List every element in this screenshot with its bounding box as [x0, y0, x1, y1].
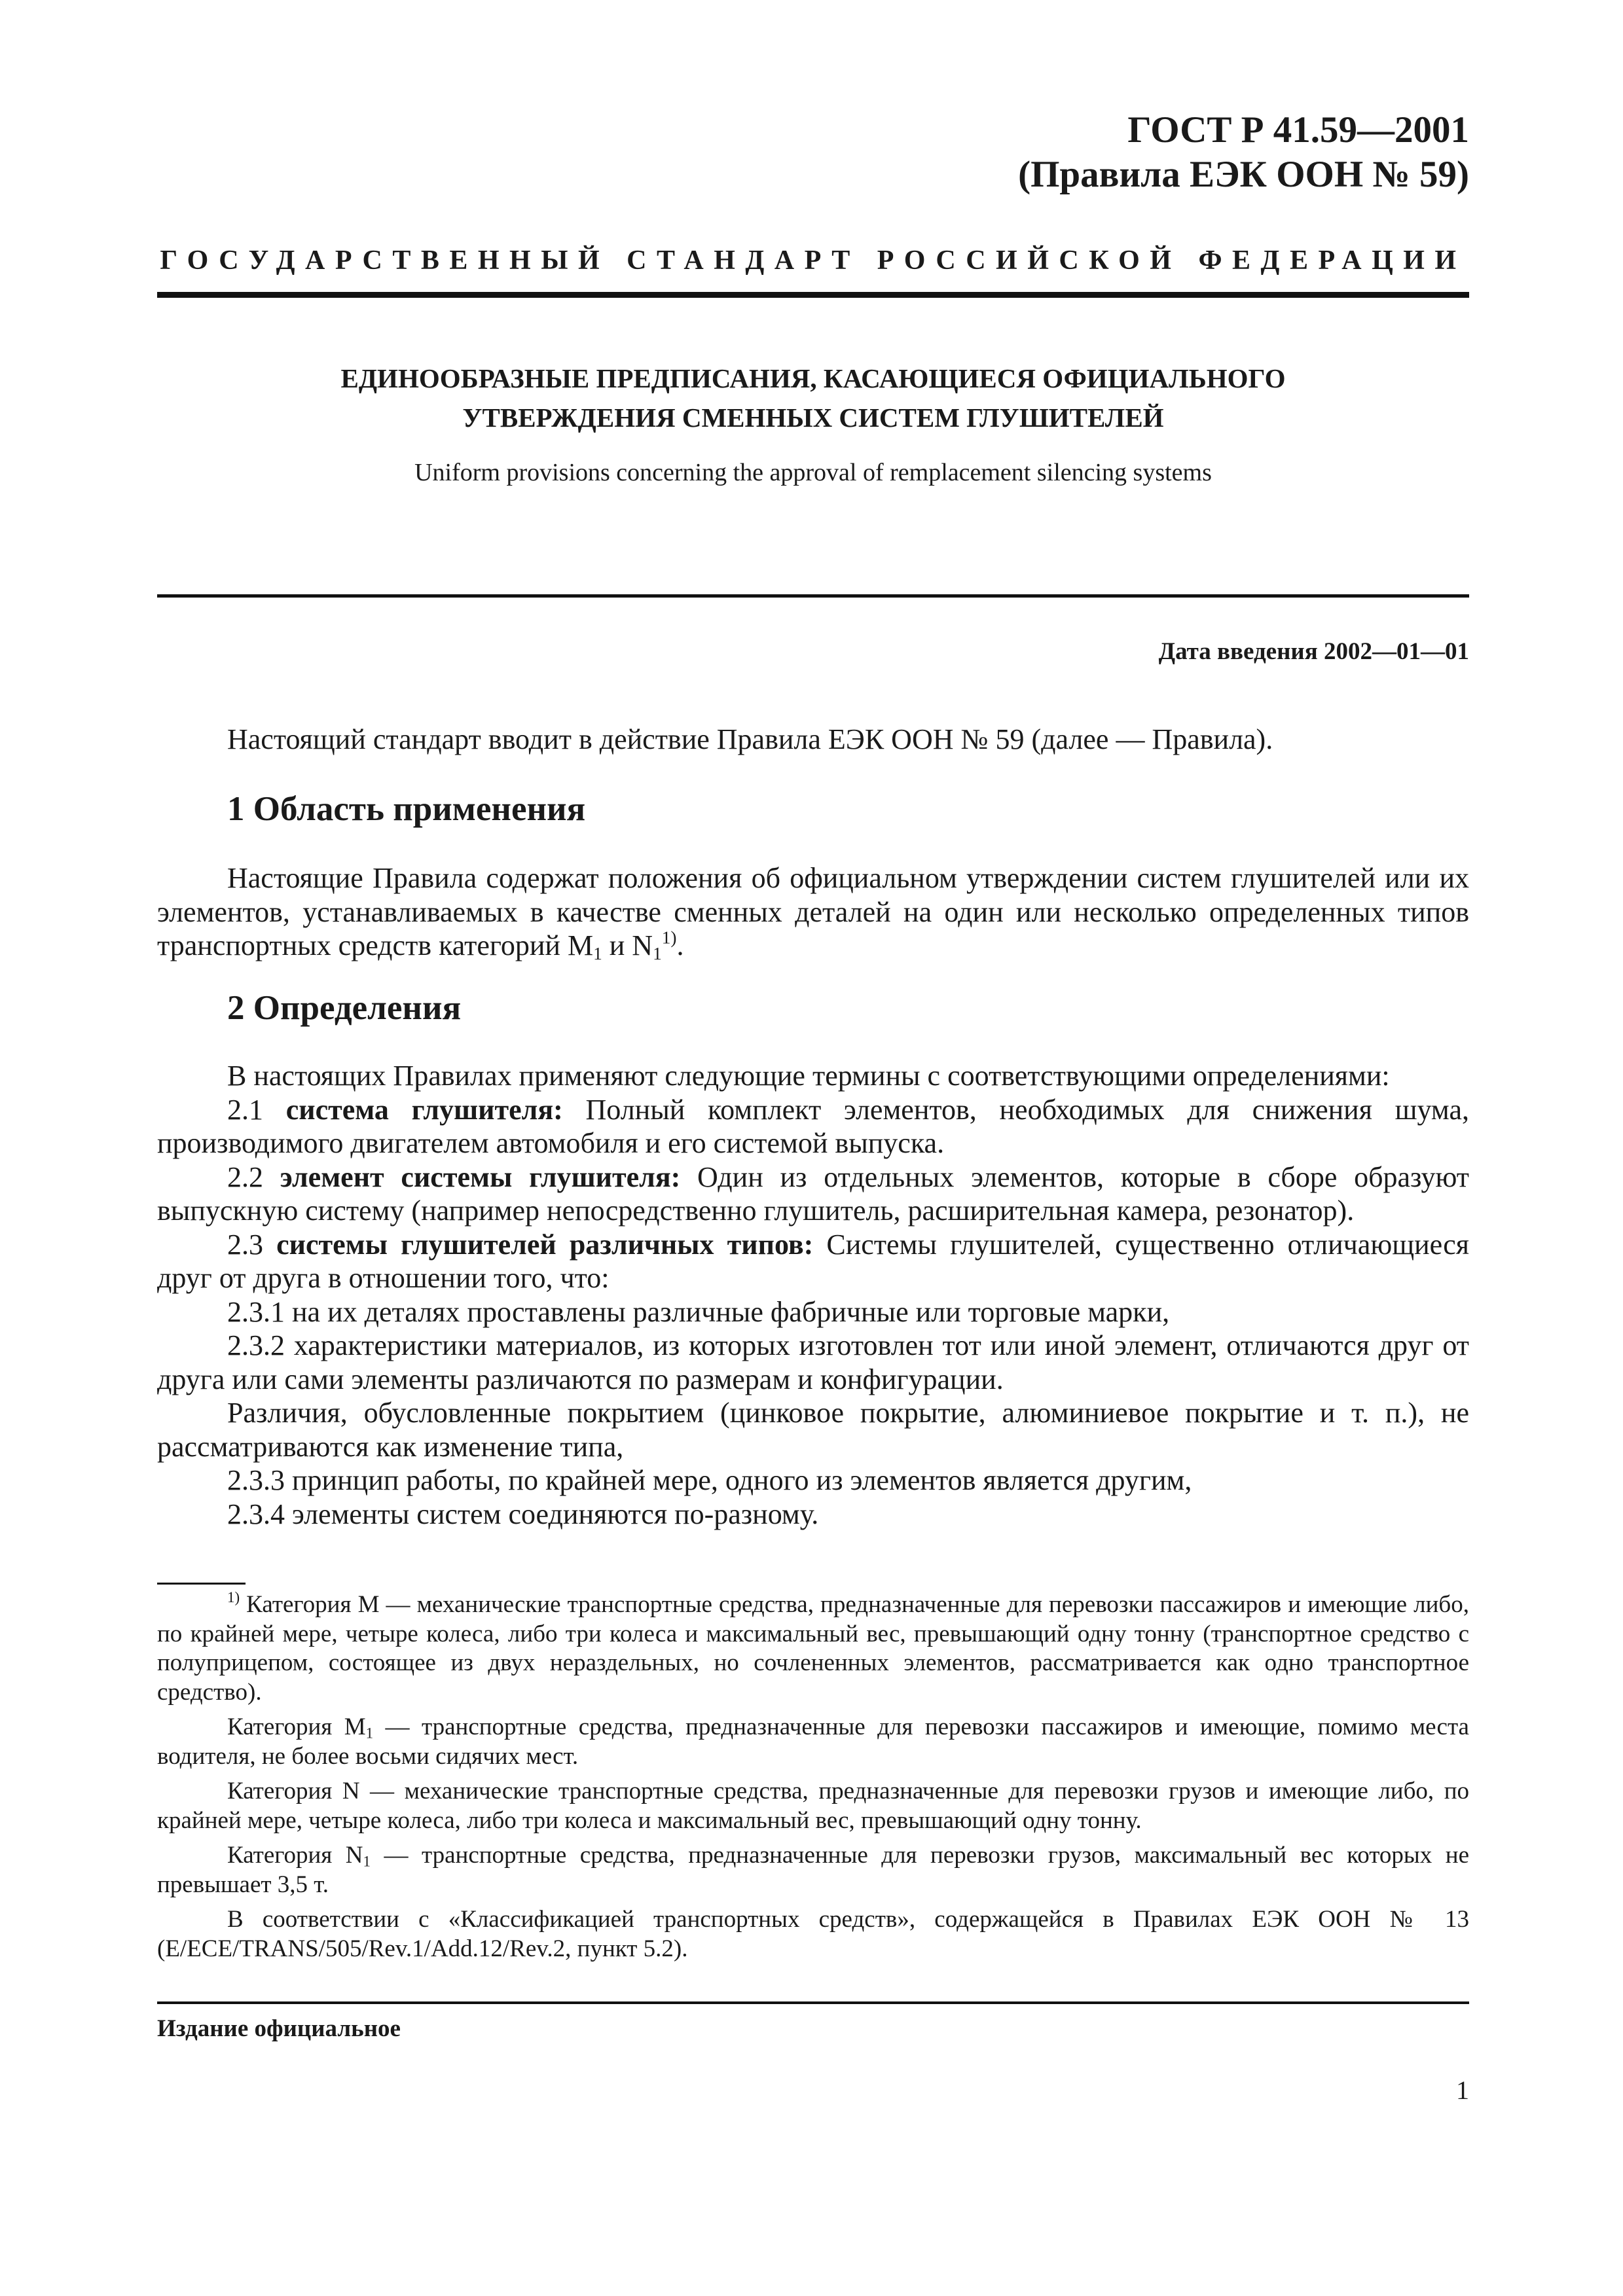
footnote-category-m1: Категория $M_1$ — транспортные средства, предназначенные для перевозки пассажиров и имеющие, помимо места водителя, не более восьми сидячих мест. — [157, 1713, 1469, 1770]
definition-2-1: 2.1 система глушителя: Полный комплект элементов, необходимых для снижения шума, производимого двигателем автомобиля и его системой выпуска. — [157, 1093, 1469, 1159]
state-standard-banner: ГОСУДАРСТВЕННЫЙ СТАНДАРТ РОССИЙСКОЙ ФЕДЕРАЦИИ — [160, 245, 1467, 276]
footnote-category-n: Категория N — механические транспортные средства, предназначенные для перевозки грузов и имеющие либо, по крайней мере, четыре колеса, либо три колеса и максимальный вес, превышающий одну тонну. — [157, 1778, 1469, 1834]
official-edition-label: Издание официальное — [157, 2015, 401, 2042]
section-2-heading: 2 Определения — [227, 989, 462, 1027]
definition-2-2: 2.2 элемент системы глушителя: Один из отдельных элементов, которые в сборе образуют выпускную систему (например непосредственно глушитель, расширительная камера, резонатор). — [157, 1160, 1470, 1227]
document-title — [157, 359, 1469, 437]
intro-text: Настоящий стандарт вводит в действие Правила ЕЭК ООН № 59 (далее — Правила). — [227, 723, 1273, 755]
differences-note: Различия, обусловленные покрытием (цинковое покрытие, алюминиевое покрытие и т. п.), не рассматриваются как изменение типа, — [157, 1397, 1469, 1463]
footnote-classification: В соответствии с «Классификацией транспортных средств», содержащейся в Правилах ЕЭК ООН № 13 (E/ECE/TRANS/505/Rev.1/Add.12/Rev.2, пункт 5.2). — [157, 1906, 1469, 1962]
footnote-separator — [157, 1583, 246, 1585]
footnote-category-m: $^{1)}$ Категория М — механические транспортные средства, предназначенные для перевозки пассажиров и имеющие либо, по крайней мере, четыре колеса, либо три колеса и максимальный вес, превышающий одну тонну (транспортное средство с полуприцепом, состоящее из двух нераздельных, но сочлененных элементов, рассматривается как одно транспортное средство). — [157, 1589, 1469, 1706]
title-line-2: УТВЕРЖДЕНИЯ СМЕННЫХ СИСТЕМ ГЛУШИТЕЛЕЙ — [462, 403, 1164, 433]
clause-2-3-2: 2.3.2 характеристики материалов, из которых изготовлен тот или иной элемент, отличаются друг от друга или сами элементы различаются по размерам и конфигурации. — [157, 1329, 1469, 1395]
footnote-category-n1: Категория $N_1$ — транспортные средства, предназначенные для перевозки грузов, максимальный вес которых не превышает 3,5 т. — [157, 1842, 1469, 1898]
english-title: Uniform provisions concerning the approval of remplacement silencing systems — [414, 459, 1212, 486]
section-1-heading: 1 Область применения — [227, 790, 586, 828]
scope-paragraph: Настоящие Правила содержат положения об официальном утверждении систем глушителей или их элементов, устанавливаемых в качестве сменных деталей на один или несколько определенных типов транспортных средств категорий $M_1$ и $N_1^{1)}$. — [157, 862, 1469, 963]
standard-designation — [1018, 108, 1469, 197]
footnotes — [157, 1590, 1469, 1969]
section-1-body — [157, 861, 1469, 963]
title-line-1: ЕДИНООБРАЗНЫЕ ПРЕДПИСАНИЯ, КАСАЮЩИЕСЯ ОФИЦИАЛЬНОГО — [340, 363, 1286, 393]
footer-divider — [157, 2001, 1469, 2004]
clause-2-3-3: 2.3.3 принцип работы, по крайней мере, одного из элементов является другим, — [227, 1464, 1192, 1496]
section-2-body — [157, 1059, 1469, 1531]
definition-2-3: 2.3 системы глушителей различных типов: Системы глушителей, существенно отличающиеся друг от друга в отношении того, что: — [157, 1228, 1470, 1294]
clause-2-3-1: 2.3.1 на их деталях проставлены различные фабричные или торговые марки, — [227, 1295, 1170, 1328]
gost-number: ГОСТ Р 41.59—2001 — [1127, 109, 1469, 151]
rules-reference: (Правила ЕЭК ООН № 59) — [1018, 154, 1469, 195]
clause-2-3-4: 2.3.4 элементы систем соединяются по-разному. — [227, 1498, 819, 1530]
header-divider — [157, 292, 1469, 298]
introduction-date: Дата введения 2002—01—01 — [1158, 638, 1469, 665]
definitions-intro: В настоящих Правилах применяют следующие термины с соответствующими определениями: — [227, 1060, 1390, 1092]
footnote-reference: 1) — [661, 927, 677, 948]
title-divider — [157, 594, 1469, 598]
footnote-marker: 1) — [227, 1589, 240, 1606]
intro-paragraph — [157, 723, 1469, 757]
page-number: 1 — [1456, 2075, 1469, 2105]
